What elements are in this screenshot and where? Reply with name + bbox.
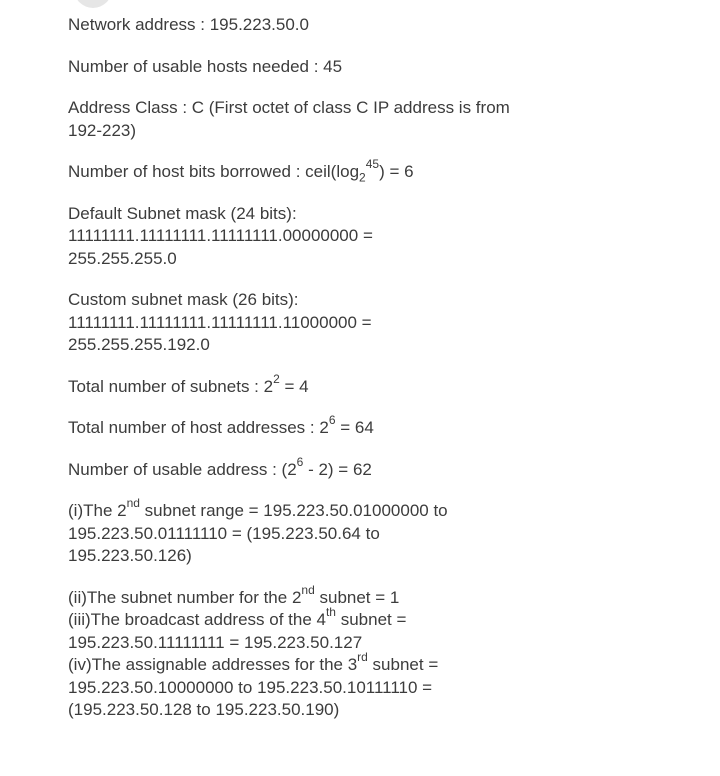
total-hosts-prefix: Total number of host addresses : 2 [68,418,329,437]
host-bits-line [68,157,528,185]
total-hosts-exp: 6 [328,413,336,428]
custom-mask-binary: 11111111.11111111.11111111.11000000 = [68,312,372,332]
answer-iii-suffix: subnet = [335,610,407,629]
custom-mask-title: Custom subnet mask (26 bits): [68,290,299,309]
answer-content [68,14,528,722]
host-bits-suffix: ) = 6 [379,162,414,181]
default-mask-block [68,203,528,271]
total-subnets-prefix: Total number of subnets : 2 [68,376,274,396]
custom-mask-decimal: 255.255.255.192.0 [68,335,210,354]
answer-iii-sup: th [325,605,336,620]
answer-iv-prefix: (iv)The assignable addresses for the 3 [68,655,358,674]
answer-i-line3: 195.223.50.126) [68,546,192,565]
answer-i-block [68,496,528,568]
default-mask-decimal: 255.255.255.0 [68,248,177,268]
avatar [74,0,112,8]
address-class-text: Address Class : C (First octet of class C IP address is from 192-223) [68,98,510,140]
default-mask-binary: 11111111.11111111.11111111.00000000 = [68,226,373,245]
usable-address-line [68,454,528,482]
address-class-line [68,97,528,142]
host-bits-base: 2 [359,170,366,185]
answer-i-prefix: (i)The 2 [68,501,127,520]
usable-address-suffix: - 2) = 62 [303,459,372,479]
answer-iii-line2: 195.223.50.11111111 = 195.223.50.127 [68,632,363,652]
answer-iv-suffix: subnet = [367,655,439,674]
answer-i-mid: subnet range = 195.223.50.01000000 to [139,501,448,520]
total-subnets-exp: 2 [273,371,280,386]
answer-ii-suffix: subnet = 1 [314,587,400,607]
total-hosts-line [68,413,528,440]
host-bits-prefix: Number of host bits borrowed : ceil(log [68,162,360,181]
answer-iv-line3: (195.223.50.128 to 195.223.50.190) [68,700,340,719]
answer-iv-sup: rd [357,650,368,665]
network-address-line [68,14,528,37]
network-address-text: Network address : 195.223.50.0 [68,15,309,34]
usable-address-exp: 6 [296,454,304,469]
total-subnets-line [68,371,528,399]
usable-address-prefix: Number of usable address : (2 [68,459,297,479]
answer-ii-prefix: (ii)The subnet number for the 2 [68,587,302,607]
answer-ii-sup: nd [301,582,315,597]
answer-i-sup: nd [126,496,140,511]
default-mask-title: Default Subnet mask (24 bits): [68,203,297,223]
answers-block [68,582,528,722]
total-hosts-suffix: = 64 [335,418,374,437]
answer-iii-prefix: (iii)The broadcast address of the 4 [68,610,326,629]
answer-i-line2: 195.223.50.01111110 = (195.223.50.64 to [68,523,380,543]
custom-mask-block [68,289,528,357]
answer-iv-line2: 195.223.50.10000000 to 195.223.50.10111110 = [68,677,433,697]
host-bits-exp: 45 [365,157,380,172]
usable-hosts-line [68,56,528,79]
usable-hosts-text: Number of usable hosts needed : 45 [68,56,343,76]
total-subnets-suffix: = 4 [279,376,309,396]
